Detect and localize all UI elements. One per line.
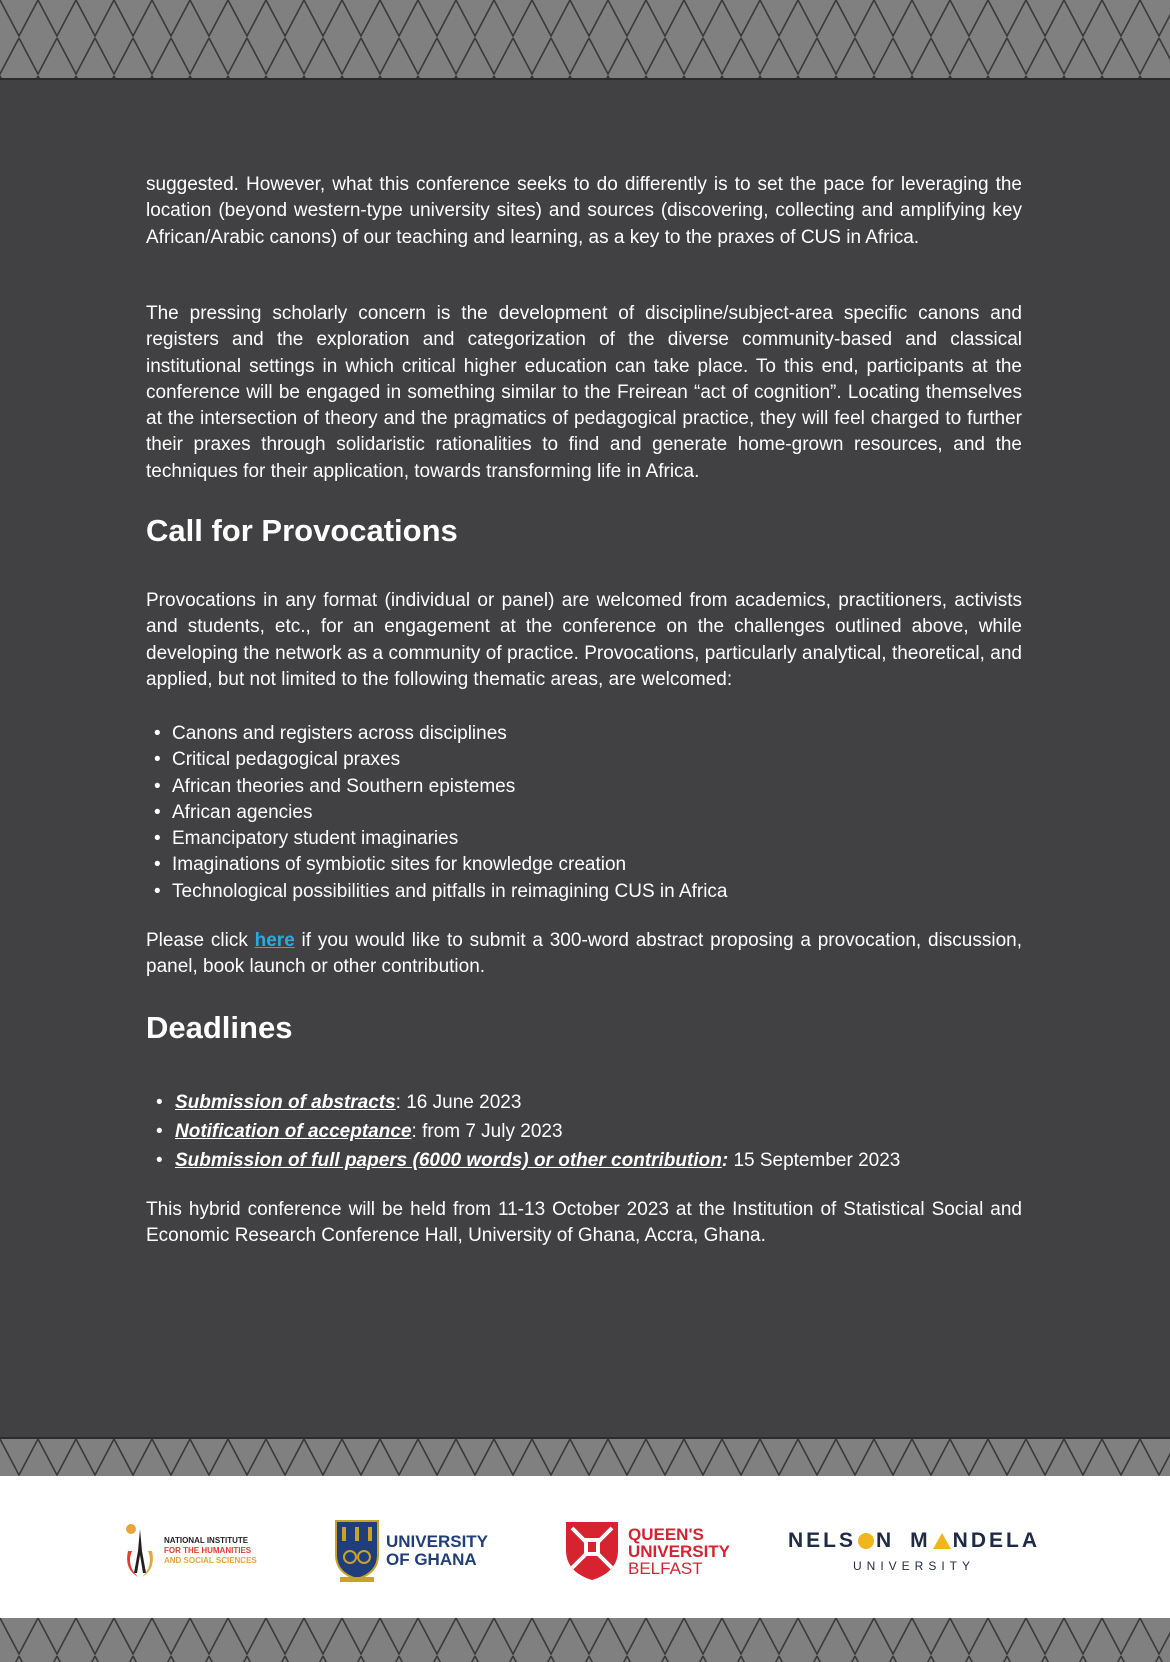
nmu-sun-dot-icon bbox=[858, 1533, 874, 1549]
list-item: • Emancipatory student imaginaries bbox=[146, 826, 1022, 852]
qub-shield-icon bbox=[564, 1520, 620, 1582]
paragraph-text: Provocations in any format (individual or panel) are welcomed from academics, practitioners, activists and students, etc., for an engagement at the conference on the challenges outlined above, while developing the network as a community of practice. Provocations, particularly analytical, theoretical, and applied, but not limited to the following thematic areas, are welcomed: bbox=[146, 590, 1022, 690]
paragraph-text: The pressing scholarly concern is the development of discipline/subject-area specific canons and registers and the exploration and categorization of the diverse community-based and classical institutional settings in which critical higher education can take place. To this end, participants at the conference will be engaged in something similar to the Freirean “act of cognition”. Locating themselves at the intersection of theory and the pragmatics of pedagogical practice, they will feel charged to further their praxes through solidaristic rationalities to find and generate home-grown resources, and the techniques for their application, towards transforming life in Africa. bbox=[146, 303, 1022, 482]
deadline-item bbox=[146, 1117, 1022, 1146]
nmu-word1a: NELS bbox=[787, 1529, 856, 1552]
list-item: • African agencies bbox=[146, 800, 1022, 826]
qub-line2: UNIVERSITY bbox=[628, 1541, 731, 1561]
deadlines-list bbox=[146, 1088, 1022, 1175]
bottom-pattern-band bbox=[0, 1618, 1170, 1662]
nihss-logo bbox=[122, 1516, 262, 1586]
paragraph-text bbox=[146, 928, 1022, 981]
deadline-separator: : bbox=[721, 1150, 734, 1171]
qub-line1: QUEEN'S bbox=[628, 1524, 704, 1544]
list-item: • Critical pedagogical praxes bbox=[146, 747, 1022, 773]
ug-crest-icon bbox=[334, 1519, 380, 1583]
nmu-word2a: M bbox=[910, 1529, 931, 1552]
deadline-date: from 7 July 2023 bbox=[422, 1121, 563, 1142]
deadline-date: 15 September 2023 bbox=[733, 1150, 901, 1171]
deadline-separator: : bbox=[411, 1121, 423, 1142]
nmu-subtitle: UNIVERSITY bbox=[852, 1559, 975, 1573]
venue-paragraph bbox=[146, 1197, 1022, 1250]
nihss-emblem-icon bbox=[122, 1521, 158, 1581]
triangle-pattern bbox=[0, 1439, 1170, 1476]
triangle-pattern bbox=[0, 1618, 1170, 1662]
deadline-term: Submission of full papers (6000 words) or other contribution bbox=[175, 1150, 722, 1171]
nmu-word1b: N bbox=[876, 1529, 895, 1552]
submit-prefix: Please click bbox=[146, 930, 255, 951]
university-of-ghana-logo bbox=[334, 1516, 494, 1586]
list-item: • African theories and Southern epistemes bbox=[146, 774, 1022, 800]
nihss-line1: NATIONAL INSTITUTE bbox=[164, 1536, 249, 1545]
submit-suffix: if you would like to submit a 300-word abstract proposing a provocation, discussion, panel, book launch or other contribution. bbox=[146, 930, 1022, 978]
paragraph-text: suggested. However, what this conference seeks to do differently is to set the pace for leveraging the location (beyond western-type university sites) and sources (discovering, collecting and amplifying key African/Arabic canons) of our teaching and learning, as a key to the praxes of CUS in Africa. bbox=[146, 174, 1022, 248]
top-pattern-band bbox=[0, 0, 1170, 80]
nelson-mandela-university-logo bbox=[787, 1516, 1041, 1586]
deadline-item bbox=[146, 1146, 1022, 1175]
nmu-wordmark bbox=[788, 1529, 1040, 1553]
intro-paragraph bbox=[146, 172, 1022, 251]
deadline-item bbox=[146, 1088, 1022, 1117]
call-for-provocations-heading: Call for Provocations bbox=[146, 513, 458, 548]
partner-logos-footer bbox=[0, 1476, 1170, 1618]
middle-pattern-band bbox=[0, 1437, 1170, 1476]
list-item: • Technological possibilities and pitfalls in reimagining CUS in Africa bbox=[146, 879, 1022, 905]
submit-abstract-link[interactable]: here bbox=[254, 930, 295, 951]
paragraph-text: This hybrid conference will be held from 11-13 October 2023 at the Institution of Statistical Social and Economic Research Conference Hall, University of Ghana, Accra, Ghana. bbox=[146, 1199, 1022, 1247]
list-item: • Imaginations of symbiotic sites for knowledge creation bbox=[146, 852, 1022, 878]
concern-paragraph bbox=[146, 301, 1022, 485]
nihss-line3: AND SOCIAL SCIENCES bbox=[164, 1556, 257, 1565]
deadline-term: Notification of acceptance bbox=[175, 1121, 412, 1142]
deadline-separator: : bbox=[395, 1092, 407, 1113]
deadline-date: 16 June 2023 bbox=[406, 1092, 522, 1113]
submit-paragraph bbox=[146, 928, 1022, 981]
nmu-triangle-icon bbox=[933, 1533, 951, 1549]
triangle-pattern bbox=[0, 0, 1170, 80]
qub-line3: BELFAST bbox=[628, 1558, 703, 1578]
themes-list bbox=[146, 721, 1022, 905]
list-item: • Canons and registers across disciplines bbox=[146, 721, 1022, 747]
ug-line1: UNIVERSITY bbox=[386, 1532, 489, 1551]
provocations-paragraph bbox=[146, 588, 1022, 693]
nmu-word2b: NDELA bbox=[952, 1529, 1041, 1552]
document-body bbox=[0, 80, 1170, 1437]
nihss-line2: FOR THE HUMANITIES bbox=[164, 1546, 252, 1555]
deadlines-heading: Deadlines bbox=[146, 1010, 293, 1045]
deadline-term: Submission of abstracts bbox=[175, 1092, 396, 1113]
ug-line2: OF GHANA bbox=[386, 1550, 477, 1569]
queens-university-belfast-logo bbox=[564, 1516, 734, 1586]
